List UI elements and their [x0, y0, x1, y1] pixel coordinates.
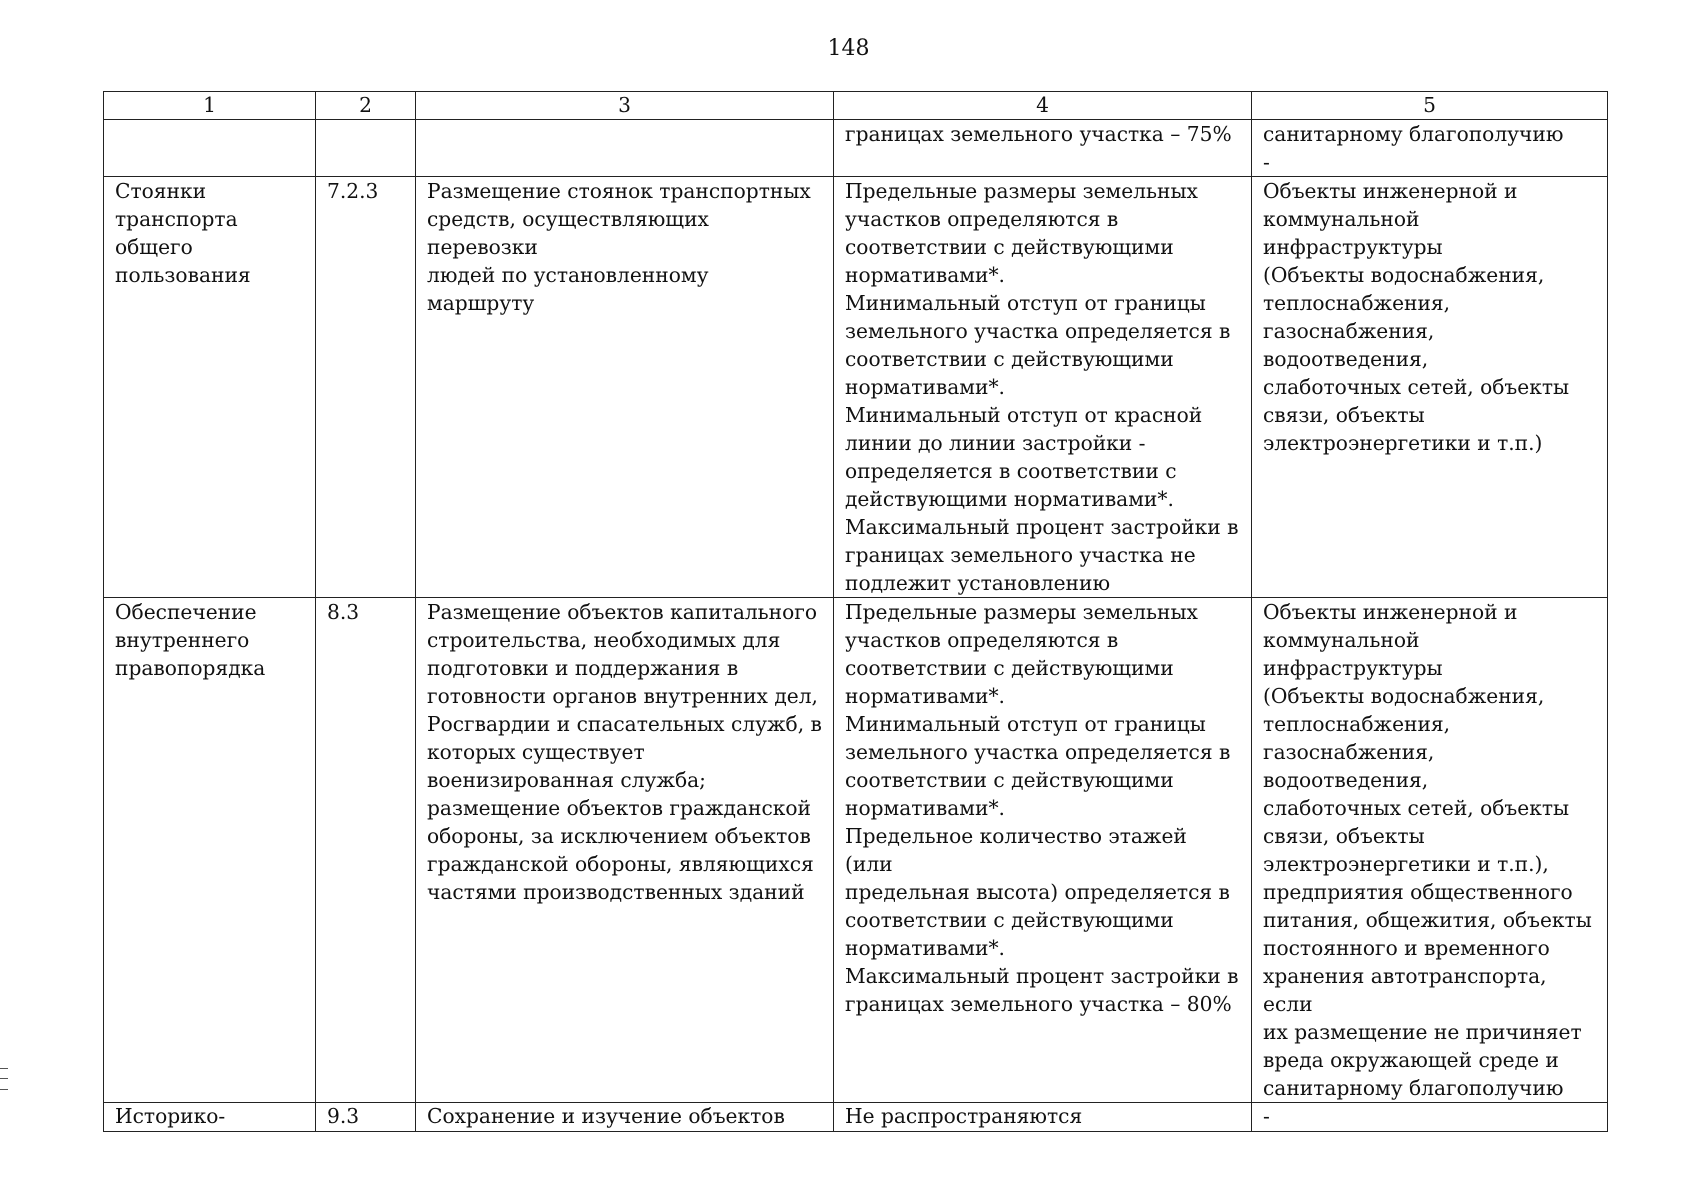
auxiliary-cell [1252, 1103, 1608, 1132]
use-name: Историко- [115, 1104, 226, 1128]
auxiliary-cell [1252, 177, 1608, 598]
parameters-cell [834, 120, 1252, 177]
auxiliary-text: Объекты инженерной и коммунальной инфраструктуры (Объекты водоснабжения, теплоснабжения, газоснабжения, водоотведения, слаботочных сетей, объекты связи, объекты электроэнергетики и т.п.), предприятия общественного питания, общежития, объекты постоянного и временного хранения автотранспорта, если их размещение не причиняет вреда окружающей среде и санитарному благополучию [1263, 600, 1592, 1100]
use-code-cell [316, 1103, 416, 1132]
parameters-cell [834, 598, 1252, 1103]
column-header-5: 5 [1252, 92, 1608, 120]
use-name-cell [104, 120, 316, 177]
use-name: Стоянки транспорта общего пользования [115, 179, 251, 287]
use-description: Размещение объектов капитального строительства, необходимых для подготовки и поддержания в готовности органов внутренних дел, Росгвардии и спасательных служб, в которых существует военизированная служба; размещение объектов гражданской обороны, за исключением объектов гражданской обороны, являющихся частями производственных зданий [427, 600, 822, 904]
use-description: Размещение стоянок транспортных средств, осуществляющих перевозки людей по установленному маршруту [427, 179, 811, 315]
table-header-row [104, 92, 1608, 120]
use-code-cell [316, 598, 416, 1103]
parameters-text: Предельные размеры земельных участков определяются в соответствии с действующими нормативами*. Минимальный отступ от границы земельного участка определяется в соответствии с действующими нормативами*. Предельное количество этажей (или предельная высота) определяется в соответствии с действующими нормативами*. Максимальный процент застройки в границах земельного участка – 80% [845, 600, 1239, 1016]
use-description-cell [416, 120, 834, 177]
use-name-cell [104, 598, 316, 1103]
page-number: 148 [827, 36, 870, 61]
parameters-cell [834, 177, 1252, 598]
column-header-3: 3 [416, 92, 834, 120]
use-description: Сохранение и изучение объектов [427, 1104, 785, 1128]
auxiliary-text: Объекты инженерной и коммунальной инфраструктуры (Объекты водоснабжения, теплоснабжения, газоснабжения, водоотведения, слаботочных сетей, объекты связи, объекты электроэнергетики и т.п.) [1263, 179, 1570, 455]
scan-margin-mark [0, 1078, 8, 1079]
use-name-cell [104, 1103, 316, 1132]
use-code: 8.3 [327, 600, 360, 624]
use-name: Обеспечение внутреннего правопорядка [115, 600, 266, 680]
use-code: 9.3 [327, 1104, 360, 1128]
table-row [104, 177, 1608, 598]
table-row [104, 1103, 1608, 1132]
use-code-cell [316, 120, 416, 177]
use-description-cell [416, 1103, 834, 1132]
auxiliary-text: - [1263, 1104, 1270, 1128]
table-row [104, 120, 1608, 177]
auxiliary-cell [1252, 598, 1608, 1103]
parameters-text: границах земельного участка – 75% [845, 122, 1232, 146]
auxiliary-cell [1252, 120, 1608, 177]
column-header-2: 2 [316, 92, 416, 120]
parameters-text: Не распространяются [845, 1104, 1083, 1128]
column-header-1: 1 [104, 92, 316, 120]
auxiliary-text: санитарному благополучию - [1263, 122, 1564, 174]
use-code: 7.2.3 [327, 179, 379, 203]
column-header-4: 4 [834, 92, 1252, 120]
parameters-cell [834, 1103, 1252, 1132]
use-description-cell [416, 598, 834, 1103]
parameters-text: Предельные размеры земельных участков определяются в соответствии с действующими нормативами*. Минимальный отступ от границы земельного участка определяется в соответствии с действующими нормативами*. Минимальный отступ от красной линии до линии застройки - определяется в соответствии с действующими нормативами*. Максимальный процент застройки в границах земельного участка не подлежит установлению [845, 179, 1239, 595]
regulations-table [103, 91, 1608, 1132]
use-name-cell [104, 177, 316, 598]
scan-margin-mark [0, 1068, 8, 1090]
use-code-cell [316, 177, 416, 598]
table-row [104, 598, 1608, 1103]
use-description-cell [416, 177, 834, 598]
